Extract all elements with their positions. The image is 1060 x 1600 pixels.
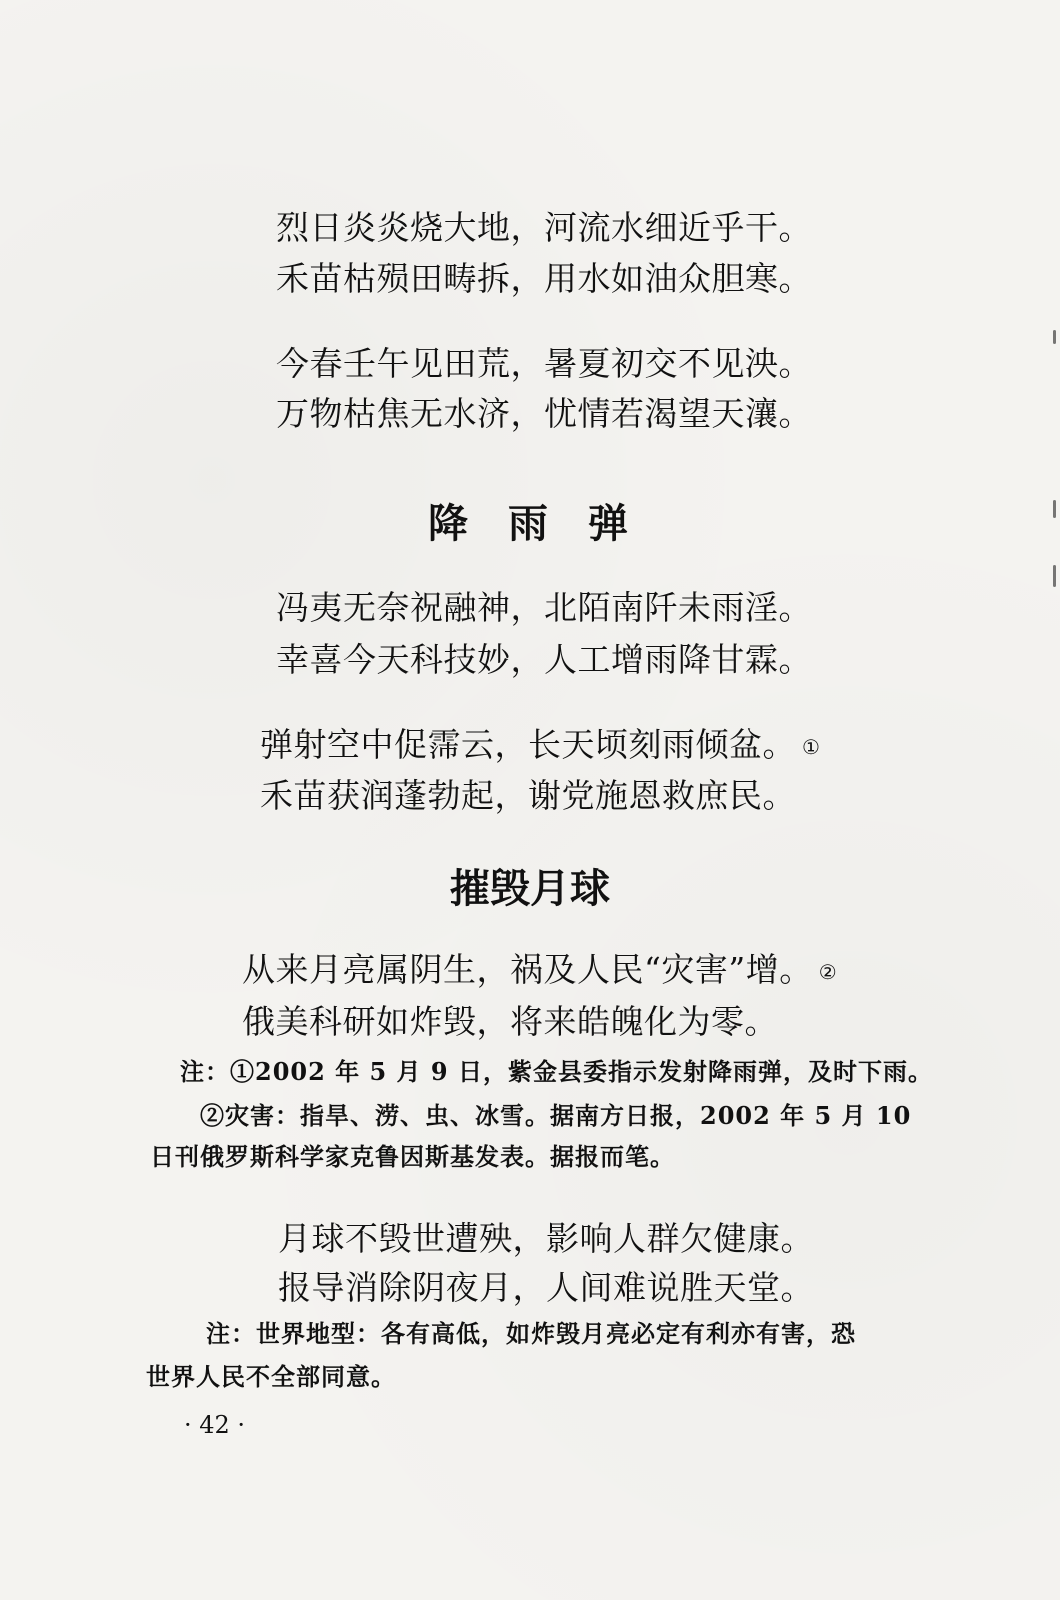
poem2-stanza1-line1: 冯夷无奈祝融神，北陌南阡未雨淫。 — [276, 588, 812, 627]
poem2-stanza2-line1 — [260, 725, 820, 767]
scan-edge-mark — [1053, 500, 1056, 518]
note-2-continued: 日刊俄罗斯科学家克鲁因斯基发表。据报而笔。 — [150, 1142, 675, 1171]
footnote-marker-1: ① — [802, 735, 821, 759]
note-1: 注：①2002 年 5 月 9 日，紫金县委指示发射降雨弹，及时下雨。 — [180, 1057, 933, 1086]
poem1-stanza1-line1: 烈日炎炎烧大地，河流水细近乎干。 — [276, 208, 812, 247]
poem3-stanza2-line2: 报导消除阴夜月，人间难说胜天堂。 — [278, 1268, 814, 1307]
scan-edge-mark — [1053, 330, 1056, 344]
footnote-marker-2: ② — [818, 960, 838, 984]
poem1-stanza2-line2: 万物枯焦无水济，忧情若渴望天瀼。 — [276, 394, 812, 433]
poem3-stanza2-line1: 月球不毁世遭殃，影响人群欠健康。 — [278, 1219, 814, 1258]
poem1-stanza1-line2: 禾苗枯殒田畴拆，用水如油众胆寒。 — [276, 259, 812, 298]
poem2-stanza2-line2: 禾苗获润蓬勃起，谢党施恩救庶民。 — [260, 776, 796, 815]
poem3-title: 摧毁月球 — [450, 866, 610, 912]
poem1-stanza2-line1: 今春壬午见田荒，暑夏初交不见泱。 — [276, 344, 812, 383]
poem2-stanza2-line1-text: 弹射空中促霈云，长天顷刻雨倾盆。 — [260, 725, 796, 764]
poem3-stanza1-line2: 俄美科研如炸毁，将来皓魄化为零。 — [242, 1002, 778, 1041]
scan-edge-mark — [1053, 565, 1056, 587]
note-2: ②灾害：指旱、涝、虫、冰雪。据南方日报，2002 年 5 月 10 — [200, 1101, 912, 1130]
poem3-stanza1-line1 — [242, 950, 837, 992]
poem2-stanza1-line2: 幸喜今天科技妙，人工增雨降甘霖。 — [276, 640, 812, 679]
poem2-title: 降 雨 弹 — [428, 501, 628, 547]
page-number: · 42 · — [184, 1411, 246, 1439]
note-3-continued: 世界人民不全部同意。 — [146, 1362, 396, 1391]
poem3-stanza1-line1-text: 从来月亮属阴生，祸及人民“灾害”增。 — [242, 950, 813, 989]
note-3: 注：世界地型：各有高低，如炸毁月亮必定有利亦有害，恐 — [206, 1319, 856, 1348]
